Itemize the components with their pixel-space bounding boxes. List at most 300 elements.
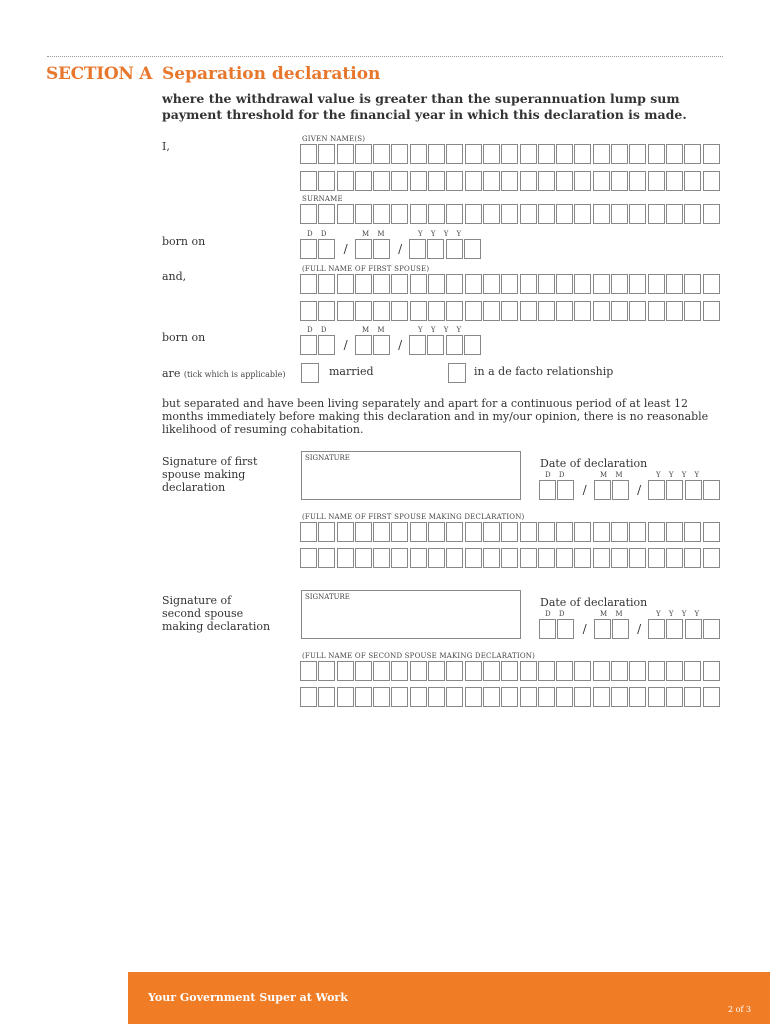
character-box[interactable] bbox=[337, 687, 354, 707]
character-box[interactable] bbox=[410, 548, 427, 568]
character-box[interactable] bbox=[629, 301, 646, 321]
character-box[interactable] bbox=[556, 661, 573, 681]
character-box[interactable] bbox=[666, 661, 683, 681]
character-box[interactable] bbox=[446, 548, 463, 568]
character-box[interactable] bbox=[703, 301, 720, 321]
month-box[interactable] bbox=[594, 619, 611, 639]
character-box[interactable] bbox=[666, 144, 683, 164]
date-separator: / bbox=[582, 622, 587, 636]
character-box[interactable] bbox=[556, 144, 573, 164]
section-title: Separation declaration bbox=[162, 64, 381, 84]
character-box[interactable] bbox=[666, 548, 683, 568]
character-box[interactable] bbox=[538, 274, 555, 294]
character-box[interactable] bbox=[538, 144, 555, 164]
day-box[interactable] bbox=[318, 239, 335, 259]
year-box[interactable] bbox=[427, 239, 444, 259]
character-box[interactable] bbox=[520, 522, 537, 542]
character-box[interactable] bbox=[300, 522, 317, 542]
year-label: Y Y Y Y bbox=[656, 610, 703, 618]
character-box[interactable] bbox=[648, 548, 665, 568]
first-full-name-label: (FULL NAME OF FIRST SPOUSE MAKING DECLARATION) bbox=[302, 513, 525, 521]
character-box[interactable] bbox=[465, 522, 482, 542]
character-box[interactable] bbox=[574, 661, 591, 681]
character-box[interactable] bbox=[520, 548, 537, 568]
first-spouse-label: (FULL NAME OF FIRST SPOUSE) bbox=[302, 265, 430, 273]
character-box[interactable] bbox=[629, 204, 646, 224]
character-box[interactable] bbox=[428, 687, 445, 707]
year-box[interactable] bbox=[648, 619, 665, 639]
month-box[interactable] bbox=[612, 619, 629, 639]
character-box[interactable] bbox=[538, 522, 555, 542]
day-box[interactable] bbox=[300, 239, 317, 259]
character-box[interactable] bbox=[410, 204, 427, 224]
character-box[interactable] bbox=[629, 687, 646, 707]
character-box[interactable] bbox=[318, 661, 335, 681]
character-box[interactable] bbox=[520, 171, 537, 191]
day-box[interactable] bbox=[318, 335, 335, 355]
first-signature-box[interactable] bbox=[301, 451, 521, 500]
spouse-birth-date-field[interactable] bbox=[300, 335, 482, 355]
character-box[interactable] bbox=[501, 171, 518, 191]
character-box[interactable] bbox=[666, 687, 683, 707]
year-box[interactable] bbox=[409, 335, 426, 355]
character-box[interactable] bbox=[373, 687, 390, 707]
character-box[interactable] bbox=[300, 548, 317, 568]
day-box[interactable] bbox=[557, 619, 574, 639]
character-box[interactable] bbox=[410, 274, 427, 294]
day-label: D D bbox=[307, 230, 330, 238]
character-box[interactable] bbox=[593, 522, 610, 542]
date-separator: / bbox=[582, 483, 587, 497]
character-box[interactable] bbox=[428, 171, 445, 191]
character-box[interactable] bbox=[410, 171, 427, 191]
given-names-row-1[interactable] bbox=[300, 144, 721, 164]
tick-hint: (tick which is applicable) bbox=[183, 370, 286, 379]
character-box[interactable] bbox=[611, 661, 628, 681]
page-number: 2 of 3 bbox=[728, 1005, 752, 1014]
character-box[interactable] bbox=[629, 548, 646, 568]
character-box[interactable] bbox=[391, 548, 408, 568]
character-box[interactable] bbox=[428, 522, 445, 542]
character-box[interactable] bbox=[300, 204, 317, 224]
character-box[interactable] bbox=[648, 144, 665, 164]
character-box[interactable] bbox=[684, 548, 701, 568]
character-box[interactable] bbox=[666, 522, 683, 542]
signature-label: SIGNATURE bbox=[305, 593, 350, 601]
character-box[interactable] bbox=[373, 204, 390, 224]
character-box[interactable] bbox=[355, 274, 372, 294]
character-box[interactable] bbox=[446, 522, 463, 542]
surname-label: SURNAME bbox=[302, 195, 343, 203]
character-box[interactable] bbox=[574, 171, 591, 191]
character-box[interactable] bbox=[428, 144, 445, 164]
character-box[interactable] bbox=[391, 687, 408, 707]
character-box[interactable] bbox=[391, 301, 408, 321]
character-box[interactable] bbox=[574, 687, 591, 707]
year-box[interactable] bbox=[409, 239, 426, 259]
declaration-text: but separated and have been living separately and apart for a continuous period of at least 12 months immediately before making this declaration and in my/our opinion, there is no reasonable likelihood of resuming cohabitation. bbox=[162, 397, 709, 436]
character-box[interactable] bbox=[483, 171, 500, 191]
character-box[interactable] bbox=[629, 274, 646, 294]
character-box[interactable] bbox=[483, 522, 500, 542]
first-signature-label: Signature of first spouse making declaration bbox=[162, 455, 258, 494]
character-box[interactable] bbox=[355, 144, 372, 164]
character-box[interactable] bbox=[666, 274, 683, 294]
character-box[interactable] bbox=[703, 204, 720, 224]
character-box[interactable] bbox=[501, 204, 518, 224]
first-spouse-row-2[interactable] bbox=[300, 301, 721, 321]
character-box[interactable] bbox=[465, 204, 482, 224]
character-box[interactable] bbox=[538, 661, 555, 681]
character-box[interactable] bbox=[465, 171, 482, 191]
character-box[interactable] bbox=[520, 301, 537, 321]
year-label: Y Y Y Y bbox=[418, 326, 465, 334]
character-box[interactable] bbox=[337, 204, 354, 224]
month-box[interactable] bbox=[355, 239, 372, 259]
character-box[interactable] bbox=[428, 661, 445, 681]
character-box[interactable] bbox=[410, 522, 427, 542]
character-box[interactable] bbox=[684, 522, 701, 542]
year-box[interactable] bbox=[703, 619, 720, 639]
character-box[interactable] bbox=[373, 522, 390, 542]
character-box[interactable] bbox=[446, 204, 463, 224]
character-box[interactable] bbox=[611, 548, 628, 568]
character-box[interactable] bbox=[703, 522, 720, 542]
character-box[interactable] bbox=[373, 548, 390, 568]
given-names-label: GIVEN NAME(S) bbox=[302, 135, 366, 143]
character-box[interactable] bbox=[318, 274, 335, 294]
month-label: M M bbox=[362, 230, 388, 238]
character-box[interactable] bbox=[703, 548, 720, 568]
character-box[interactable] bbox=[556, 171, 573, 191]
character-box[interactable] bbox=[574, 204, 591, 224]
month-box[interactable] bbox=[373, 239, 390, 259]
character-box[interactable] bbox=[593, 204, 610, 224]
character-box[interactable] bbox=[648, 522, 665, 542]
second-full-name-row-2[interactable] bbox=[300, 687, 721, 707]
month-box[interactable] bbox=[612, 480, 629, 500]
character-box[interactable] bbox=[446, 301, 463, 321]
signature-label: SIGNATURE bbox=[305, 454, 350, 462]
character-box[interactable] bbox=[300, 171, 317, 191]
character-box[interactable] bbox=[556, 548, 573, 568]
character-box[interactable] bbox=[318, 687, 335, 707]
character-box[interactable] bbox=[300, 274, 317, 294]
character-box[interactable] bbox=[428, 204, 445, 224]
year-box[interactable] bbox=[685, 480, 702, 500]
day-box[interactable] bbox=[557, 480, 574, 500]
character-box[interactable] bbox=[410, 144, 427, 164]
defacto-checkbox[interactable] bbox=[448, 363, 466, 383]
character-box[interactable] bbox=[684, 144, 701, 164]
character-box[interactable] bbox=[337, 661, 354, 681]
character-box[interactable] bbox=[373, 274, 390, 294]
character-box[interactable] bbox=[648, 171, 665, 191]
section-subtitle: where the withdrawal value is greater than the superannuation lump sum payment threshold for the financial year in which this declaration is made. bbox=[162, 91, 687, 122]
character-box[interactable] bbox=[556, 204, 573, 224]
character-box[interactable] bbox=[703, 687, 720, 707]
character-box[interactable] bbox=[538, 687, 555, 707]
date-separator: / bbox=[637, 483, 642, 497]
date-separator: / bbox=[343, 242, 348, 256]
day-label: D D bbox=[545, 610, 568, 618]
character-box[interactable] bbox=[391, 522, 408, 542]
character-box[interactable] bbox=[538, 204, 555, 224]
character-box[interactable] bbox=[611, 522, 628, 542]
character-box[interactable] bbox=[574, 301, 591, 321]
character-box[interactable] bbox=[428, 301, 445, 321]
character-box[interactable] bbox=[611, 301, 628, 321]
character-box[interactable] bbox=[391, 204, 408, 224]
married-checkbox[interactable] bbox=[301, 363, 319, 383]
character-box[interactable] bbox=[648, 204, 665, 224]
month-box[interactable] bbox=[373, 335, 390, 355]
second-date-label: Date of declaration bbox=[540, 596, 648, 609]
character-box[interactable] bbox=[318, 522, 335, 542]
character-box[interactable] bbox=[611, 687, 628, 707]
day-label: D D bbox=[307, 326, 330, 334]
character-box[interactable] bbox=[556, 274, 573, 294]
character-box[interactable] bbox=[373, 171, 390, 191]
character-box[interactable] bbox=[483, 274, 500, 294]
character-box[interactable] bbox=[446, 687, 463, 707]
character-box[interactable] bbox=[629, 522, 646, 542]
character-box[interactable] bbox=[410, 687, 427, 707]
character-box[interactable] bbox=[446, 144, 463, 164]
surname-row[interactable] bbox=[300, 204, 721, 224]
character-box[interactable] bbox=[355, 171, 372, 191]
year-label: Y Y Y Y bbox=[418, 230, 465, 238]
character-box[interactable] bbox=[666, 204, 683, 224]
date-separator: / bbox=[398, 242, 403, 256]
character-box[interactable] bbox=[629, 171, 646, 191]
character-box[interactable] bbox=[520, 144, 537, 164]
second-full-name-row-1[interactable] bbox=[300, 661, 721, 681]
character-box[interactable] bbox=[556, 687, 573, 707]
character-box[interactable] bbox=[337, 548, 354, 568]
character-box[interactable] bbox=[337, 522, 354, 542]
character-box[interactable] bbox=[465, 274, 482, 294]
character-box[interactable] bbox=[593, 274, 610, 294]
character-box[interactable] bbox=[373, 144, 390, 164]
character-box[interactable] bbox=[373, 661, 390, 681]
character-box[interactable] bbox=[483, 548, 500, 568]
character-box[interactable] bbox=[574, 522, 591, 542]
character-box[interactable] bbox=[556, 522, 573, 542]
character-box[interactable] bbox=[501, 548, 518, 568]
character-box[interactable] bbox=[593, 301, 610, 321]
are-text: are bbox=[162, 367, 181, 380]
first-full-name-row-1[interactable] bbox=[300, 522, 721, 542]
character-box[interactable] bbox=[318, 171, 335, 191]
character-box[interactable] bbox=[538, 301, 555, 321]
year-box[interactable] bbox=[446, 239, 463, 259]
second-declaration-date-field[interactable] bbox=[539, 619, 721, 639]
character-box[interactable] bbox=[318, 548, 335, 568]
month-box[interactable] bbox=[594, 480, 611, 500]
character-box[interactable] bbox=[648, 661, 665, 681]
day-box[interactable] bbox=[300, 335, 317, 355]
character-box[interactable] bbox=[501, 661, 518, 681]
are-label bbox=[162, 367, 285, 380]
day-box[interactable] bbox=[539, 619, 556, 639]
character-box[interactable] bbox=[391, 144, 408, 164]
character-box[interactable] bbox=[520, 687, 537, 707]
first-declaration-date-field[interactable] bbox=[539, 480, 721, 500]
month-box[interactable] bbox=[355, 335, 372, 355]
character-box[interactable] bbox=[648, 274, 665, 294]
character-box[interactable] bbox=[593, 661, 610, 681]
character-box[interactable] bbox=[355, 522, 372, 542]
character-box[interactable] bbox=[574, 144, 591, 164]
character-box[interactable] bbox=[391, 171, 408, 191]
character-box[interactable] bbox=[410, 301, 427, 321]
character-box[interactable] bbox=[501, 687, 518, 707]
character-box[interactable] bbox=[666, 301, 683, 321]
character-box[interactable] bbox=[648, 687, 665, 707]
character-box[interactable] bbox=[684, 661, 701, 681]
second-signature-box[interactable] bbox=[301, 590, 521, 639]
character-box[interactable] bbox=[684, 301, 701, 321]
character-box[interactable] bbox=[703, 144, 720, 164]
defacto-label: in a de facto relationship bbox=[474, 365, 614, 378]
character-box[interactable] bbox=[446, 171, 463, 191]
character-box[interactable] bbox=[355, 204, 372, 224]
character-box[interactable] bbox=[410, 661, 427, 681]
character-box[interactable] bbox=[593, 687, 610, 707]
day-box[interactable] bbox=[539, 480, 556, 500]
character-box[interactable] bbox=[703, 661, 720, 681]
character-box[interactable] bbox=[483, 301, 500, 321]
character-box[interactable] bbox=[337, 144, 354, 164]
character-box[interactable] bbox=[318, 204, 335, 224]
character-box[interactable] bbox=[684, 687, 701, 707]
character-box[interactable] bbox=[483, 144, 500, 164]
character-box[interactable] bbox=[501, 522, 518, 542]
character-box[interactable] bbox=[355, 548, 372, 568]
given-names-row-2[interactable] bbox=[300, 171, 721, 191]
year-box[interactable] bbox=[648, 480, 665, 500]
character-box[interactable] bbox=[593, 548, 610, 568]
year-label: Y Y Y Y bbox=[656, 471, 703, 479]
character-box[interactable] bbox=[520, 274, 537, 294]
character-box[interactable] bbox=[391, 274, 408, 294]
character-box[interactable] bbox=[684, 204, 701, 224]
character-box[interactable] bbox=[501, 274, 518, 294]
character-box[interactable] bbox=[520, 661, 537, 681]
character-box[interactable] bbox=[318, 144, 335, 164]
year-box[interactable] bbox=[464, 239, 481, 259]
character-box[interactable] bbox=[355, 301, 372, 321]
character-box[interactable] bbox=[501, 144, 518, 164]
character-box[interactable] bbox=[520, 204, 537, 224]
year-box[interactable] bbox=[446, 335, 463, 355]
birth-date-field[interactable] bbox=[300, 239, 482, 259]
character-box[interactable] bbox=[446, 274, 463, 294]
day-label: D D bbox=[545, 471, 568, 479]
year-box[interactable] bbox=[464, 335, 481, 355]
character-box[interactable] bbox=[684, 171, 701, 191]
character-box[interactable] bbox=[611, 144, 628, 164]
character-box[interactable] bbox=[465, 548, 482, 568]
character-box[interactable] bbox=[465, 687, 482, 707]
character-box[interactable] bbox=[465, 301, 482, 321]
section-label: SECTION A bbox=[46, 64, 153, 84]
character-box[interactable] bbox=[446, 661, 463, 681]
character-box[interactable] bbox=[391, 661, 408, 681]
character-box[interactable] bbox=[648, 301, 665, 321]
year-box[interactable] bbox=[427, 335, 444, 355]
character-box[interactable] bbox=[483, 204, 500, 224]
first-full-name-row-2[interactable] bbox=[300, 548, 721, 568]
character-box[interactable] bbox=[428, 548, 445, 568]
character-box[interactable] bbox=[355, 687, 372, 707]
first-date-label: Date of declaration bbox=[540, 457, 648, 470]
month-label: M M bbox=[600, 471, 626, 479]
character-box[interactable] bbox=[355, 661, 372, 681]
character-box[interactable] bbox=[465, 144, 482, 164]
character-box[interactable] bbox=[337, 301, 354, 321]
character-box[interactable] bbox=[337, 274, 354, 294]
i-label: I, bbox=[162, 140, 170, 153]
character-box[interactable] bbox=[337, 171, 354, 191]
character-box[interactable] bbox=[465, 661, 482, 681]
and-label: and, bbox=[162, 270, 187, 283]
character-box[interactable] bbox=[538, 548, 555, 568]
character-box[interactable] bbox=[703, 274, 720, 294]
year-box[interactable] bbox=[666, 480, 683, 500]
top-divider bbox=[47, 56, 723, 57]
character-box[interactable] bbox=[574, 548, 591, 568]
character-box[interactable] bbox=[611, 274, 628, 294]
character-box[interactable] bbox=[373, 301, 390, 321]
character-box[interactable] bbox=[556, 301, 573, 321]
born-on-label: born on bbox=[162, 235, 206, 248]
character-box[interactable] bbox=[300, 144, 317, 164]
character-box[interactable] bbox=[300, 661, 317, 681]
character-box[interactable] bbox=[538, 171, 555, 191]
first-spouse-row-1[interactable] bbox=[300, 274, 721, 294]
character-box[interactable] bbox=[593, 171, 610, 191]
character-box[interactable] bbox=[684, 274, 701, 294]
character-box[interactable] bbox=[666, 171, 683, 191]
character-box[interactable] bbox=[611, 204, 628, 224]
character-box[interactable] bbox=[593, 144, 610, 164]
footer-tagline: Your Government Super at Work bbox=[148, 991, 348, 1004]
date-separator: / bbox=[398, 338, 403, 352]
born-on-label-2: born on bbox=[162, 331, 206, 344]
date-separator: / bbox=[637, 622, 642, 636]
character-box[interactable] bbox=[483, 661, 500, 681]
year-box[interactable] bbox=[685, 619, 702, 639]
character-box[interactable] bbox=[300, 687, 317, 707]
character-box[interactable] bbox=[703, 171, 720, 191]
character-box[interactable] bbox=[300, 301, 317, 321]
character-box[interactable] bbox=[483, 687, 500, 707]
character-box[interactable] bbox=[629, 661, 646, 681]
second-signature-label: Signature of second spouse making declaration bbox=[162, 594, 271, 633]
month-label: M M bbox=[600, 610, 626, 618]
character-box[interactable] bbox=[629, 144, 646, 164]
year-box[interactable] bbox=[666, 619, 683, 639]
character-box[interactable] bbox=[611, 171, 628, 191]
character-box[interactable] bbox=[501, 301, 518, 321]
character-box[interactable] bbox=[574, 274, 591, 294]
character-box[interactable] bbox=[318, 301, 335, 321]
date-separator: / bbox=[343, 338, 348, 352]
character-box[interactable] bbox=[428, 274, 445, 294]
year-box[interactable] bbox=[703, 480, 720, 500]
